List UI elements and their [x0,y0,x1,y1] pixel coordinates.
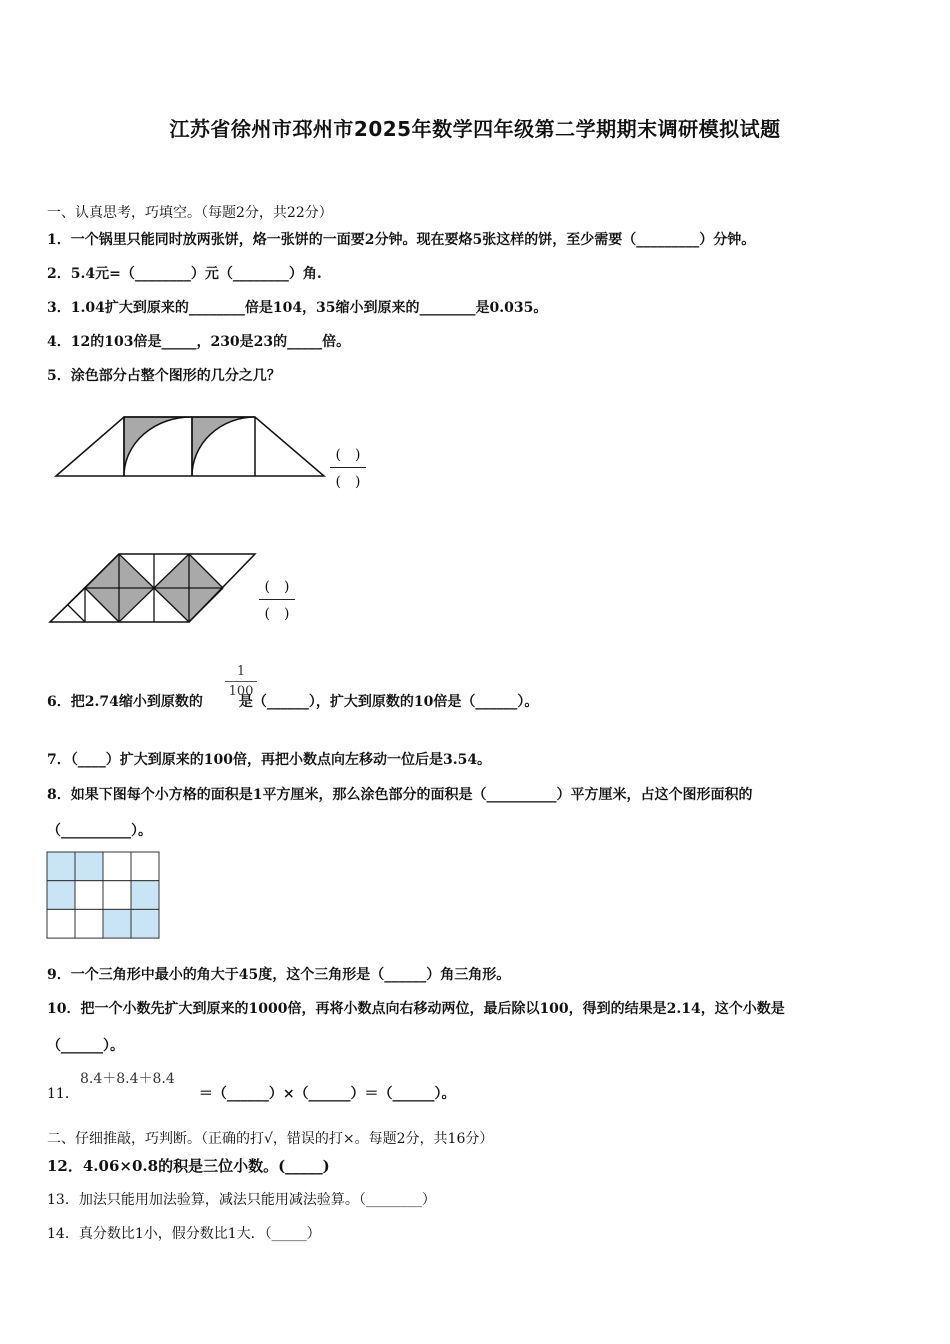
grid-cell-shaded [47,881,75,910]
question-10: 10．把一个小数先扩大到原来的1000倍，再将小数点向右移动两位，最后除以100，得到的结果是2.14，这个小数是 [47,1001,785,1017]
fraction-numerator: 1 [236,664,246,679]
question-4: 4．12的103倍是_____，230是23的_____倍。 [47,334,351,350]
grid-cell [47,909,75,938]
fraction-blank-2 [259,576,295,623]
question-8: 8．如果下图每个小方格的面积是1平方厘米，那么涂色部分的面积是（__________）平方厘米，占这个图形面积的 [47,787,753,803]
square-grid-figure [46,851,162,939]
grid-cell-shaded [131,909,159,938]
grid-cell [103,881,131,910]
question-3: 3．1.04扩大到原来的________倍是104，35缩小到原来的________是0.035。 [47,300,548,316]
question-6 [47,691,538,711]
grid-cell-shaded [103,909,131,938]
grid-cell [75,909,103,938]
fraction-blank-1-numerator: ( ) [335,447,361,463]
question-10-continued: （______）。 [47,1038,124,1054]
fraction-blank-2-denominator: ( ) [264,606,290,622]
grid-cell [131,852,159,881]
fraction-one-hundredth [225,664,257,699]
grid-cell-shaded [47,852,75,881]
grid-cell [103,852,131,881]
trapezoid-figure [54,397,374,477]
question-11-label: 11． [47,1086,79,1102]
parallelogram-figure [50,551,265,626]
question-6-prefix: 6．把2.74缩小到原数的 [47,694,203,710]
question-2: 2．5.4元=（________）元（________）角. [47,266,322,282]
question-6-suffix: 是（______），扩大到原数的10倍是（______）。 [238,694,539,710]
grid-cell-shaded [75,852,103,881]
question-11-blanks: ＝（______）×（______）＝（______）。 [198,1086,456,1102]
fraction-denominator: 100 [228,684,254,699]
fraction-blank-1-denominator: ( ) [335,474,361,490]
question-5: 5．涂色部分占整个图形的几分之几？ [47,368,281,384]
section-1-heading: 一、认真思考，巧填空。（每题2分，共22分） [47,205,333,221]
grid-cell-shaded [131,881,159,910]
fraction-blank-2-numerator: ( ) [264,579,290,595]
question-12: 12．4.06×0.8的积是三位小数。(_____) [47,1157,330,1175]
fraction-blank-1 [330,444,366,491]
question-13: 13．加法只能用加法验算，减法只能用减法验算。（________） [47,1192,436,1208]
question-9: 9．一个三角形中最小的角大于45度，这个三角形是（______）角三角形。 [47,967,511,983]
question-8-continued: （__________）。 [47,823,152,839]
question-14: 14．真分数比1小，假分数比1大．（_____） [47,1226,321,1242]
grid-cell [75,881,103,910]
question-11-expression: 8.4＋8.4＋8.4 [80,1071,175,1087]
question-1: 1．一个锅里只能同时放两张饼，烙一张饼的一面要2分钟。现在要烙5张这样的饼，至少需要（_________）分钟。 [47,232,756,248]
section-2-heading: 二、仔细推敲，巧判断。（正确的打√，错误的打×。每题2分，共16分） [47,1131,494,1147]
question-7: 7．（____）扩大到原来的100倍，再把小数点向左移动一位后是3.54。 [47,752,492,768]
page-title: 江苏省徐州市邳州市2025年数学四年级第二学期期末调研模拟试题 [169,117,781,141]
